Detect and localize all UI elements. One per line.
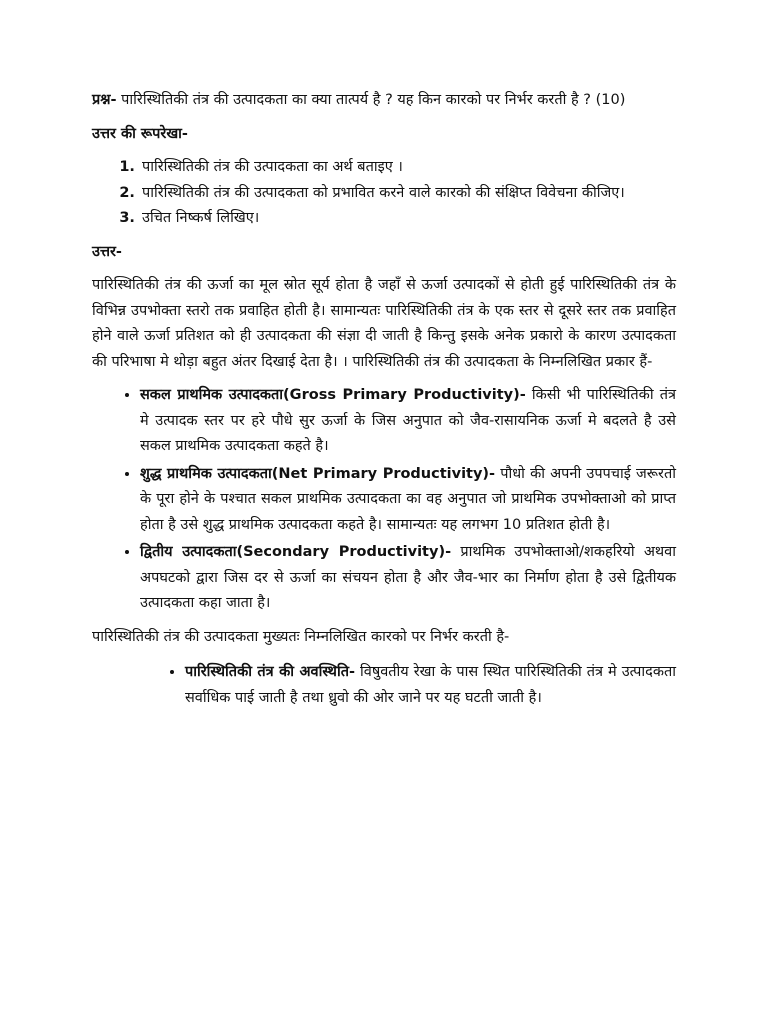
- question-paragraph: [92, 88, 676, 114]
- productivity-types-list: [92, 383, 676, 617]
- type-text: प्राथमिक उपभोक्ताओ/शकहरियो अथवा अपघटको द्वारा जिस दर से ऊर्जा का संचयन होता है और जैव-भार का निर्माण होता है उसे द्वितीयक उत्पादकता कहा जाता है।: [140, 544, 676, 611]
- outline-heading: उत्तर की रूपरेखा-: [92, 125, 188, 142]
- type-text: किसी भी पारिस्थितिकी तंत्र मे उत्पादक स्तर पर हरे पौधे सुर ऊर्जा के जिस अनुपात को जैव-रासायनिक ऊर्जा मे बदलते है उसे सकल प्राथमिक उत्पादकता कहते है।: [140, 387, 676, 454]
- list-item: [140, 540, 676, 617]
- outline-list: [92, 155, 676, 232]
- factor-text: विषुवतीय रेखा के पास स्थित पारिस्थितिकी तंत्र मे उत्पादकता सर्वाधिक पाई जाती है तथा ध्रुवो की ओर जाने पर यह घटती जाती है।: [185, 664, 676, 706]
- type-text: पौधो की अपनी उपपचाई जरूरतो के पूरा होने के पश्चात सकल प्राथमिक उत्पादकता का वह अनुपात जो प्राथमिक उपभोक्ताओ को प्राप्त होता है उसे शुद्ध प्राथमिक उत्पादकता कहते है। सामान्यतः यह लगभग 10 प्रतिशत होती है।: [140, 465, 677, 533]
- type-term: सकल प्राथमिक उत्पादकता(Gross Primary Productivity)-: [140, 387, 526, 403]
- outline-item: 2. पारिस्थितिकी तंत्र की उत्पादकता को प्रभावित करने वाले कारको की संक्षिप्त विवेचना कीजिए।: [140, 181, 676, 207]
- list-item: [140, 462, 676, 539]
- factors-list: [92, 660, 676, 711]
- list-item: [185, 660, 676, 711]
- answer-intro-paragraph: पारिस्थितिकी तंत्र की ऊर्जा का मूल स्रोत सूर्य होता है जहाँ से ऊर्जा उत्पादकों से होती हुई पारिस्थितिकी तंत्र के विभिन्न उपभोक्ता स्तरो तक प्रवाहित होती है। सामान्यतः पारिस्थितिकी तंत्र के एक स्तर से दूसरे स्तर तक प्रवाहित होने वाले ऊर्जा प्रतिशत को ही उत्पादकता की संज्ञा दी जाती है किन्तु इसके अनेक प्रकारो के कारण उत्पादकता की परिभाषा मे थोड़ा बहुत अंतर दिखाई देता है। । पारिस्थितिकी तंत्र की उत्पादकता के निम्नलिखित प्रकार हैं-: [92, 277, 676, 370]
- factor-term: पारिस्थितिकी तंत्र की अवस्थिति-: [185, 664, 355, 680]
- question-text: पारिस्थितिकी तंत्र की उत्पादकता का क्या तात्पर्य है ? यह किन कारको पर निर्भर करती है ? (10): [116, 92, 626, 108]
- answer-heading: उत्तर-: [92, 243, 122, 260]
- outline-item: 1. पारिस्थितिकी तंत्र की उत्पादकता का अर्थ बताइए ।: [140, 155, 676, 181]
- list-item: [140, 383, 676, 460]
- question-label: प्रश्न-: [92, 92, 117, 108]
- factors-intro-paragraph: पारिस्थितिकी तंत्र की उत्पादकता मुख्यतः निम्नलिखित कारको पर निर्भर करती है-: [92, 628, 510, 645]
- outline-item: 3. उचित निष्कर्ष लिखिए।: [140, 206, 676, 232]
- type-term: शुद्ध प्राथमिक उत्पादकता(Net Primary Productivity)-: [140, 465, 496, 482]
- type-term: द्वितीय उत्पादकता(Secondary Productivity)-: [140, 544, 452, 560]
